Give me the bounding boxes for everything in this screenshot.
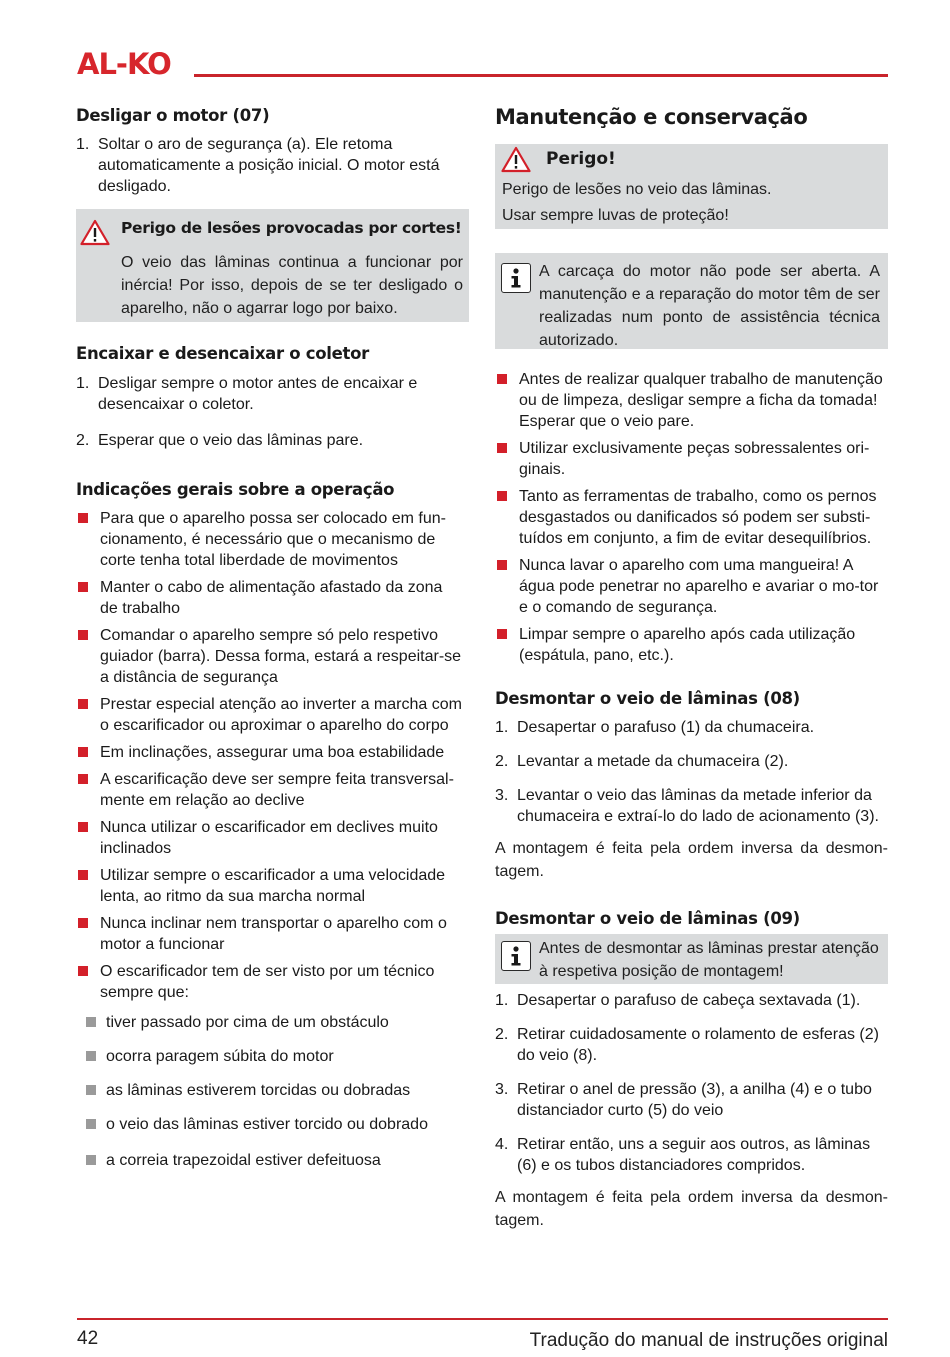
list-item: Comandar o aparelho sempre só pelo respetivo guiador (barra). Dessa forma, estará a respeitar-se a distância de segurança <box>76 625 469 688</box>
desmontar-09-steps <box>495 990 888 1176</box>
operacao-sub-bullets <box>86 1012 469 1171</box>
list-item: A escarificação deve ser sempre feita transversal-mente em relação ao declive <box>76 769 469 811</box>
list-item: 1. Soltar o aro de segurança (a). Ele retoma automaticamente a posição inicial. O motor está desligado. <box>76 136 440 195</box>
bullet-square <box>78 582 88 592</box>
danger-line-2: Usar sempre luvas de proteção! <box>502 207 729 224</box>
section-title-desligar: Desligar o motor (07) <box>76 106 270 125</box>
sub-list-item: o veio das lâminas estiver torcido ou dobrado <box>86 1114 469 1135</box>
list-item: Nunca utilizar o escarificador em declives muito inclinados <box>76 817 469 859</box>
desligar-steps <box>76 134 469 197</box>
info-icon <box>501 263 531 293</box>
bullet-square <box>78 630 88 640</box>
section-title-desmontar-09: Desmontar o veio de lâminas (09) <box>495 909 800 928</box>
list-item: Utilizar sempre o escarificador a uma velocidade lenta, ao ritmo da sua marcha normal <box>76 865 469 907</box>
bullet-square <box>78 774 88 784</box>
list-item: 2. Retirar cuidadosamente o rolamento de esferas (2) do veio (8). <box>495 1026 879 1064</box>
sub-bullet-square <box>86 1051 96 1061</box>
section-title-coletor: Encaixar e desencaixar o coletor <box>76 344 369 363</box>
bullet-square <box>497 491 507 501</box>
list-item: Manter o cabo de alimentação afastado da zona de trabalho <box>76 577 469 619</box>
desmontar-08-steps <box>495 717 888 827</box>
danger-box <box>495 144 888 229</box>
bullet-square <box>78 918 88 928</box>
section-title-manutencao: Manutenção e conservação <box>495 105 808 129</box>
warning-text: O veio das lâminas continua a funcionar por inércia! Por isso, depois de se ter desligado o aparelho, não o agarrar logo por baixo. <box>121 254 463 317</box>
list-item: 1. Desligar sempre o motor antes de encaixar e desencaixar o coletor. <box>76 375 418 413</box>
list-item: 3. Retirar o anel de pressão (3), a anilha (4) e o tubo distanciador curto (5) do veio <box>495 1081 872 1119</box>
right-column <box>495 104 888 1232</box>
footer-title: Tradução do manual de instruções original <box>529 1330 888 1351</box>
list-item: Tanto as ferramentas de trabalho, como os pernos desgastados ou danificados só podem ser substi-tuídos em conjunto, a fim de evitar desequilíbrios. <box>495 486 888 549</box>
list-item: Para que o aparelho possa ser colocado em fun-cionamento, é necessário que o mecanismo de corte tenha total liberdade de movimentos <box>76 508 469 571</box>
bullet-square <box>78 870 88 880</box>
info-icon <box>501 941 531 971</box>
sub-list-item: as lâminas estiverem torcidas ou dobradas <box>86 1080 469 1101</box>
sub-bullet-square <box>86 1155 96 1165</box>
bullet-square <box>497 629 507 639</box>
danger-title: Perigo! <box>546 149 616 169</box>
list-item: 1. Desapertar o parafuso de cabeça sextavada (1). <box>495 992 861 1009</box>
montagem-note-09: A montagem é feita pela ordem inversa da desmon-tagem. <box>495 1189 888 1229</box>
info-box-montagem <box>495 934 888 984</box>
bullet-square <box>497 443 507 453</box>
bullet-square <box>497 560 507 570</box>
warning-title: Perigo de lesões provocadas por cortes! <box>121 219 462 237</box>
sub-bullet-square <box>86 1017 96 1027</box>
danger-line-1: Perigo de lesões no veio das lâminas. <box>502 181 772 198</box>
bullet-square <box>78 966 88 976</box>
list-item: 4. Retirar então, uns a seguir aos outros, as lâminas (6) e os tubos distanciadores compridos. <box>495 1136 871 1174</box>
footer-rule <box>77 1318 888 1320</box>
info-box-motor <box>495 253 888 349</box>
alko-logo: AL-KO <box>77 47 171 81</box>
sub-list-item: a correia trapezoidal estiver defeituosa <box>86 1150 469 1171</box>
page-number: 42 <box>77 1328 99 1349</box>
bullet-square <box>78 747 88 757</box>
list-item: Prestar especial atenção ao inverter a marcha com o escarificador ou aproximar o aparelho do corpo <box>76 694 469 736</box>
sub-list-item: tiver passado por cima de um obstáculo <box>86 1012 469 1033</box>
sub-bullet-square <box>86 1119 96 1129</box>
sub-list-item: ocorra paragem súbita do motor <box>86 1046 469 1067</box>
bullet-square <box>78 699 88 709</box>
section-title-desmontar-08: Desmontar o veio de lâminas (08) <box>495 689 800 708</box>
list-item: Limpar sempre o aparelho após cada utilização (espátula, pano, etc.). <box>495 624 888 666</box>
info-text: Antes de desmontar as lâminas prestar atenção à respetiva posição de montagem! <box>539 940 879 980</box>
left-column <box>76 104 469 1171</box>
section-title-operacao: Indicações gerais sobre a operação <box>76 480 395 499</box>
list-item: 3. Levantar o veio das lâminas da metade inferior da chumaceira e extraí-lo do lado de acionamento (3). <box>495 787 879 825</box>
list-item: Utilizar exclusivamente peças sobressalentes ori-ginais. <box>495 438 888 480</box>
list-item: 1. Desapertar o parafuso (1) da chumaceira. <box>495 719 815 736</box>
warning-box-cuts <box>76 209 469 322</box>
list-item: Nunca inclinar nem transportar o aparelho com o motor a funcionar <box>76 913 469 955</box>
coletor-steps <box>76 373 469 451</box>
list-item: 2. Levantar a metade da chumaceira (2). <box>495 753 789 770</box>
warning-icon <box>501 146 531 173</box>
sub-bullet-square <box>86 1085 96 1095</box>
list-item: Antes de realizar qualquer trabalho de manutenção ou de limpeza, desligar sempre a ficha da tomada! Esperar que o veio pare. <box>495 369 888 432</box>
montagem-note-08: A montagem é feita pela ordem inversa da desmon-tagem. <box>495 840 888 880</box>
warning-icon <box>80 219 110 246</box>
manutencao-bullets <box>495 369 888 666</box>
list-item: 2. Esperar que o veio das lâminas pare. <box>76 432 364 449</box>
bullet-square <box>78 513 88 523</box>
list-item: O escarificador tem de ser visto por um técnico sempre que: <box>76 961 469 1003</box>
operacao-bullets <box>76 508 469 1003</box>
bullet-square <box>497 374 507 384</box>
header-rule <box>194 74 888 77</box>
list-item: Nunca lavar o aparelho com uma mangueira! A água pode penetrar no aparelho e avariar o mo-tor e o comando de segurança. <box>495 555 888 618</box>
info-text: A carcaça do motor não pode ser aberta. A manutenção e a reparação do motor têm de ser realizadas num ponto de assistência técnica autorizado. <box>539 263 880 349</box>
list-item: Em inclinações, assegurar uma boa estabilidade <box>76 742 469 763</box>
bullet-square <box>78 822 88 832</box>
